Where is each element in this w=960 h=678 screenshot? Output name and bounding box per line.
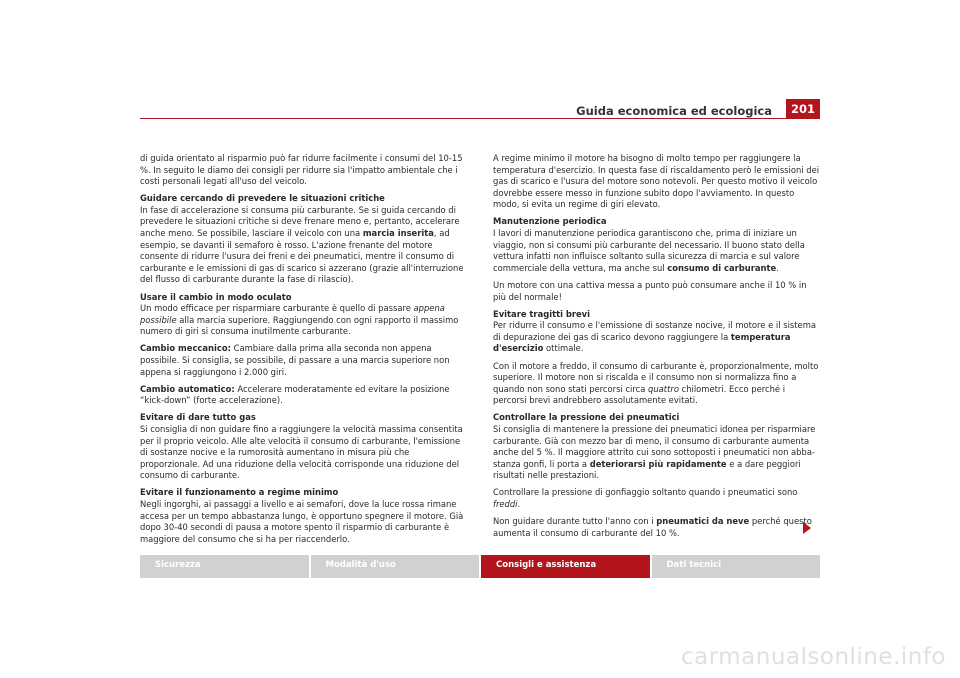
tab-consigli-assistenza[interactable]: Consigli e assistenza	[481, 555, 650, 578]
paragraph-maintenance-note: Un motore con una cattiva messa a punto può consumare anche il 10 % in più del normale!	[493, 279, 807, 302]
watermark: carmanualsonline.info	[680, 644, 946, 670]
paragraph-tyre-check: Controllare la pressione di gonfiaggio soltanto quando i pneumatici sono freddi.	[493, 487, 798, 510]
section-heading-short-trips: Evitare tragitti brevi	[493, 308, 591, 319]
paragraph-idle-continued: A regime minimo il motore ha bisogno di molto tempo per raggiungere la temperatura d'esercizio. In questa fase di riscaldamento però le emissioni dei gas di scarico e l'usura del motore sono notevoli. Per questo motivo il veicolo dovrebbe essere messo in funzione subito dopo l'avviamento. In questo modo, si evita un regime di giri elevato.	[493, 153, 820, 210]
paragraph-gearbox: Un modo efficace per risparmiare carburante è quello di passare appena possibile alla marcia superiore. Raggiungendo con ogni rapporto il massimo numero di giri si consuma inutilmente carburante.	[140, 303, 459, 337]
paragraph-anticipate: In fase di accelerazione si consuma più carburante. Se si guida cercando di prevedere le situazioni critiche si deve frenare meno e, pertanto, accelerare anche meno. Se possibile, lasciare il veicolo con una marcia inserita, ad esempio, se davanti il semaforo è rosso. L'azione frenante del motore consente di ridurre l'usura dei freni e dei pneumatici, mentre il consumo di carburante e le emissioni di gas di scarico si azzerano (grazie all'interruzione del flusso di carburante durante la fase di rilascio).	[140, 204, 464, 285]
paragraph-tyre-pressure: Si consiglia di mantenere la pressione dei pneumatici idonea per risparmiare carburante. Già con mezzo bar di meno, il consumo di carburante aumenta anche del 5 %. Il maggiore attrito cui sono sottoposti i pneumatici non abba-stanza gonfi, li porta a deteriorarsi più rapidamente e a dare peggiori risultati nelle prestazioni.	[493, 423, 816, 481]
page-number: 201	[786, 99, 820, 119]
right-column	[493, 153, 821, 545]
section-heading-tyre-pressure: Controllare la pressione dei pneumatici	[493, 412, 680, 423]
intro-paragraph: di guida orientato al risparmio può far ridurre facilmente i consumi del 10-15 %. In seguito le diamo dei consigli per ridurre sia l'impatto ambientale che i costi personali legati all'uso del veicolo.	[140, 153, 463, 187]
tab-modalita-uso[interactable]: Modalità d'uso	[311, 555, 480, 578]
section-heading-idle: Evitare il funzionamento a regime minimo	[140, 487, 339, 498]
tab-dati-tecnici[interactable]: Dati tecnici	[652, 555, 821, 578]
paragraph-idle: Negli ingorghi, ai passaggi a livello e ai semafori, dove la luce rossa rimane accesa per un tempo abbastanza lungo, è opportuno spegnere il motore. Già dopo 30-40 secondi di pausa a motore spento il risparmio di carburante è maggiore del consumo che si ha per riaccenderlo.	[140, 499, 464, 544]
paragraph-full-throttle: Si consiglia di non guidare fino a raggiungere la velocità massima consentita per il proprio veicolo. Alle alte velocità il consumo di carburante, l'emissione di sostanze nocive e la rumorosità aumentano in misura più che proporzionale. Ad una riduzione della velocità corrisponde una riduzione del consumo di carburante.	[140, 423, 463, 481]
tab-sicurezza[interactable]: Sicurezza	[140, 555, 309, 578]
paragraph-manual-gearbox: Cambio meccanico: Cambiare dalla prima alla seconda non appena possibile. Si consiglia, se possibile, di passare a una marcia superiore non appena si raggiungono i 2.000 giri.	[140, 343, 450, 377]
section-heading-gearbox: Usare il cambio in modo oculato	[140, 291, 292, 302]
header-rule	[140, 118, 820, 119]
left-column	[140, 153, 468, 551]
paragraph-maintenance: I lavori di manutenzione periodica garantiscono che, prima di iniziare un viaggio, non si consumi più carburante del necessario. Il buono stato della vettura infatti non influisce soltanto sulla sicurezza di marcia e sul valore commerciale della vettura, ma anche sul consumo di carburante.	[493, 228, 805, 273]
paragraph-short-trips: Per ridurre il consumo e l'emissione di sostanze nocive, il motore e il sistema di depurazione dei gas di scarico devono raggiungere la temperatura d'esercizio ottimale.	[493, 320, 817, 354]
section-heading-full-throttle: Evitare di dare tutto gas	[140, 412, 256, 423]
section-heading-anticipate: Guidare cercando di prevedere le situazioni critiche	[140, 193, 385, 204]
header-title: Guida economica ed ecologica	[576, 104, 772, 118]
next-page-arrow-icon[interactable]	[803, 522, 811, 534]
paragraph-snow-tyres: Non guidare durante tutto l'anno con i pneumatici da neve perché questo aumenta il consumo di carburante del 10 %.	[493, 516, 812, 538]
paragraph-cold-engine: Con il motore a freddo, il consumo di carburante è, proporzionalmente, molto superiore. Il motore non si riscalda e il consumo non si normalizza fino a quando non sono stati percorsi circa quattro chilometri. Ecco perché i percorsi brevi andrebbero assolutamente evitati.	[493, 360, 819, 406]
paragraph-automatic-gearbox: Cambio automatico: Accelerare moderatamente ed evitare la posizione “kick-down” (forte accelerazione).	[140, 383, 450, 406]
footer-nav	[140, 555, 820, 578]
section-heading-maintenance: Manutenzione periodica	[493, 216, 607, 227]
